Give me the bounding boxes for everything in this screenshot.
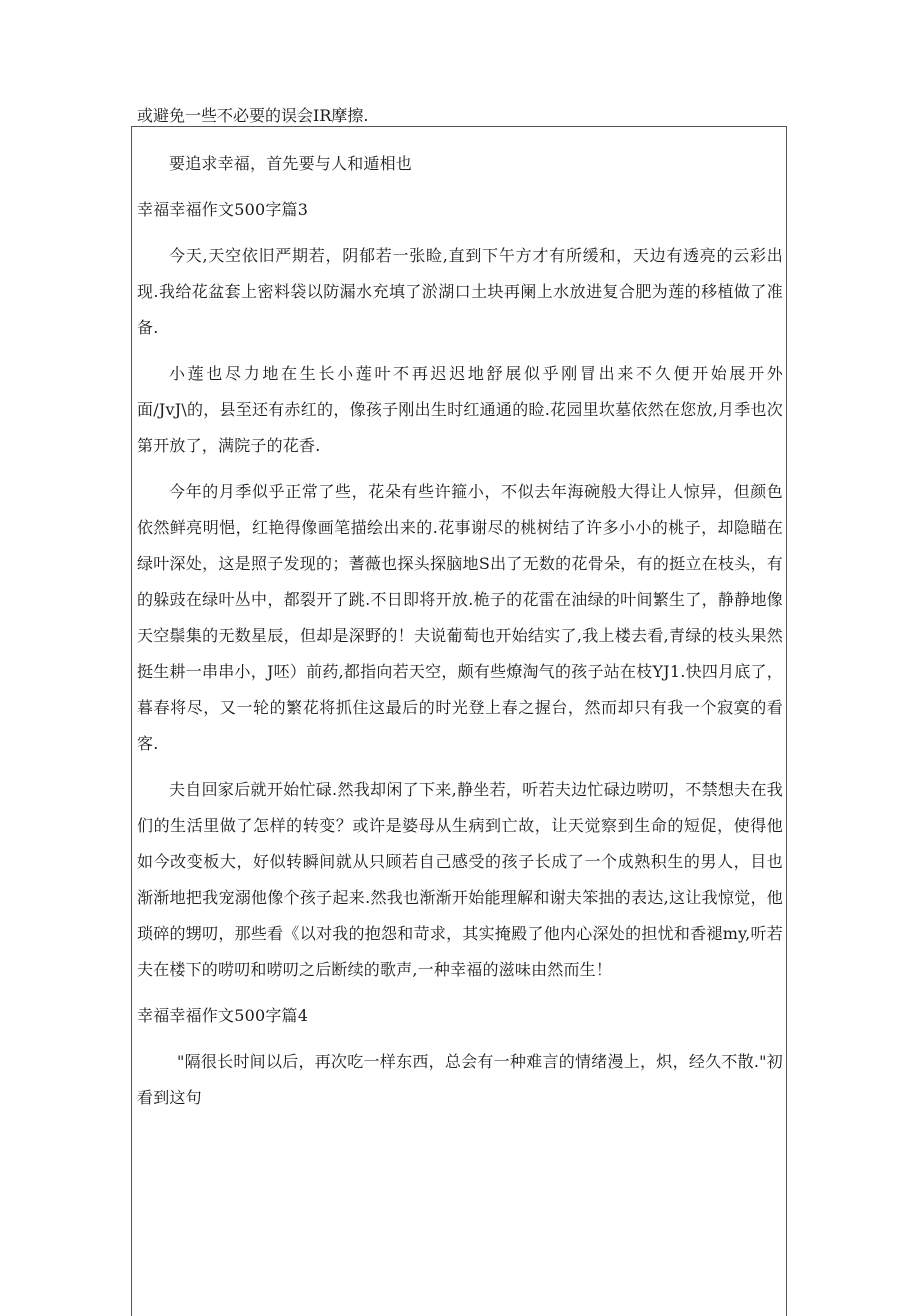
paragraph-pursue-happiness: 要追求幸福，首先要与人和遁相也: [169, 154, 413, 173]
paragraph-husband: 夫自回家后就开始忙碌.然我却闲了下来,静坐若，听若夫边忙碌边唠叨，不禁想夫在我们的生活里做了怎样的转变？或许是婆母从生病到亡故，让天觉察到生命的短促，使得他如今改变板大，好似转瞬间就从只顾若自己感受的孩子长成了一个成熟积生的男人，目也渐渐地把我宠溺他像个孩子起来.然我也渐渐开始能理解和谢夫笨拙的表达,这让我惊觉，他琐碎的甥叨，那些看《以对我的抱怨和苛求，其实掩殿了他内心深处的担忧和香褪my,听若夫在楼下的唠叨和唠叨之后断续的歌声,一种幸福的滋味由然而生！: [137, 780, 783, 979]
paragraph-quote: "隔很长时间以后，再次吃一样东西，总会有一种难言的情绪漫上，炽，经久不散."初看到这句: [137, 1052, 783, 1107]
document-content: [137, 146, 783, 1126]
paragraph-roses: 今年的月季似乎正常了些，花朵有些许箍小，不似去年海碗般大得让人惊异，但颜色依然鲜亮明悒，红艳得像画笔描绘出来的.花事谢尽的桃树结了许多小小的桃子，却隐瞄在绿叶深处，这是照子发现的；蓍薇也探头探脑地S出了无数的花骨朵，有的挺立在枝头，有的躲豉在绿叶丛中，都裂开了跳.不日即将开放.桅子的花雷在油绿的叶间繁生了，静静地像天空鬃集的无数星辰，但却是深野的！夫说葡萄也开始结实了,我上楼去看,青绿的枝头果然挺生耕一串串小，J呸）前药,都指向若天空，颇有些燎淘气的孩子站在枝YJ1.快四月底了，暮春将尽，又一轮的繁花将抓住这最后的时光登上春之握台，然而却只有我一个寂寞的看客.: [137, 482, 783, 753]
section-heading-4: 幸福幸福作文500字篇4: [137, 1006, 309, 1025]
paragraph-lotus: 小莲也尽力地在生长小莲叶不再迟迟地舒展似乎刚冒出来不久便开始展开外面/JvJ\的，县至还有赤红的，像孩子刚出生时红通通的睑.花园里坎墓依然在您放,月季也次第开放了，满院子的花香.: [137, 364, 783, 455]
top-line-text: 或避免一些不必要的误会IR摩擦.: [137, 106, 369, 125]
paragraph-weather: 今天,天空依旧严期若，阴郁若一张睑,直到下午方才有所缓和，天边有透亮的云彩出现.我给花盆套上密料袋以防漏水充填了淤湖口土块再阑上水放进复合肥为莲的移植做了准备.: [137, 246, 783, 337]
section-heading-3: 幸福幸福作文500字篇3: [137, 200, 309, 219]
